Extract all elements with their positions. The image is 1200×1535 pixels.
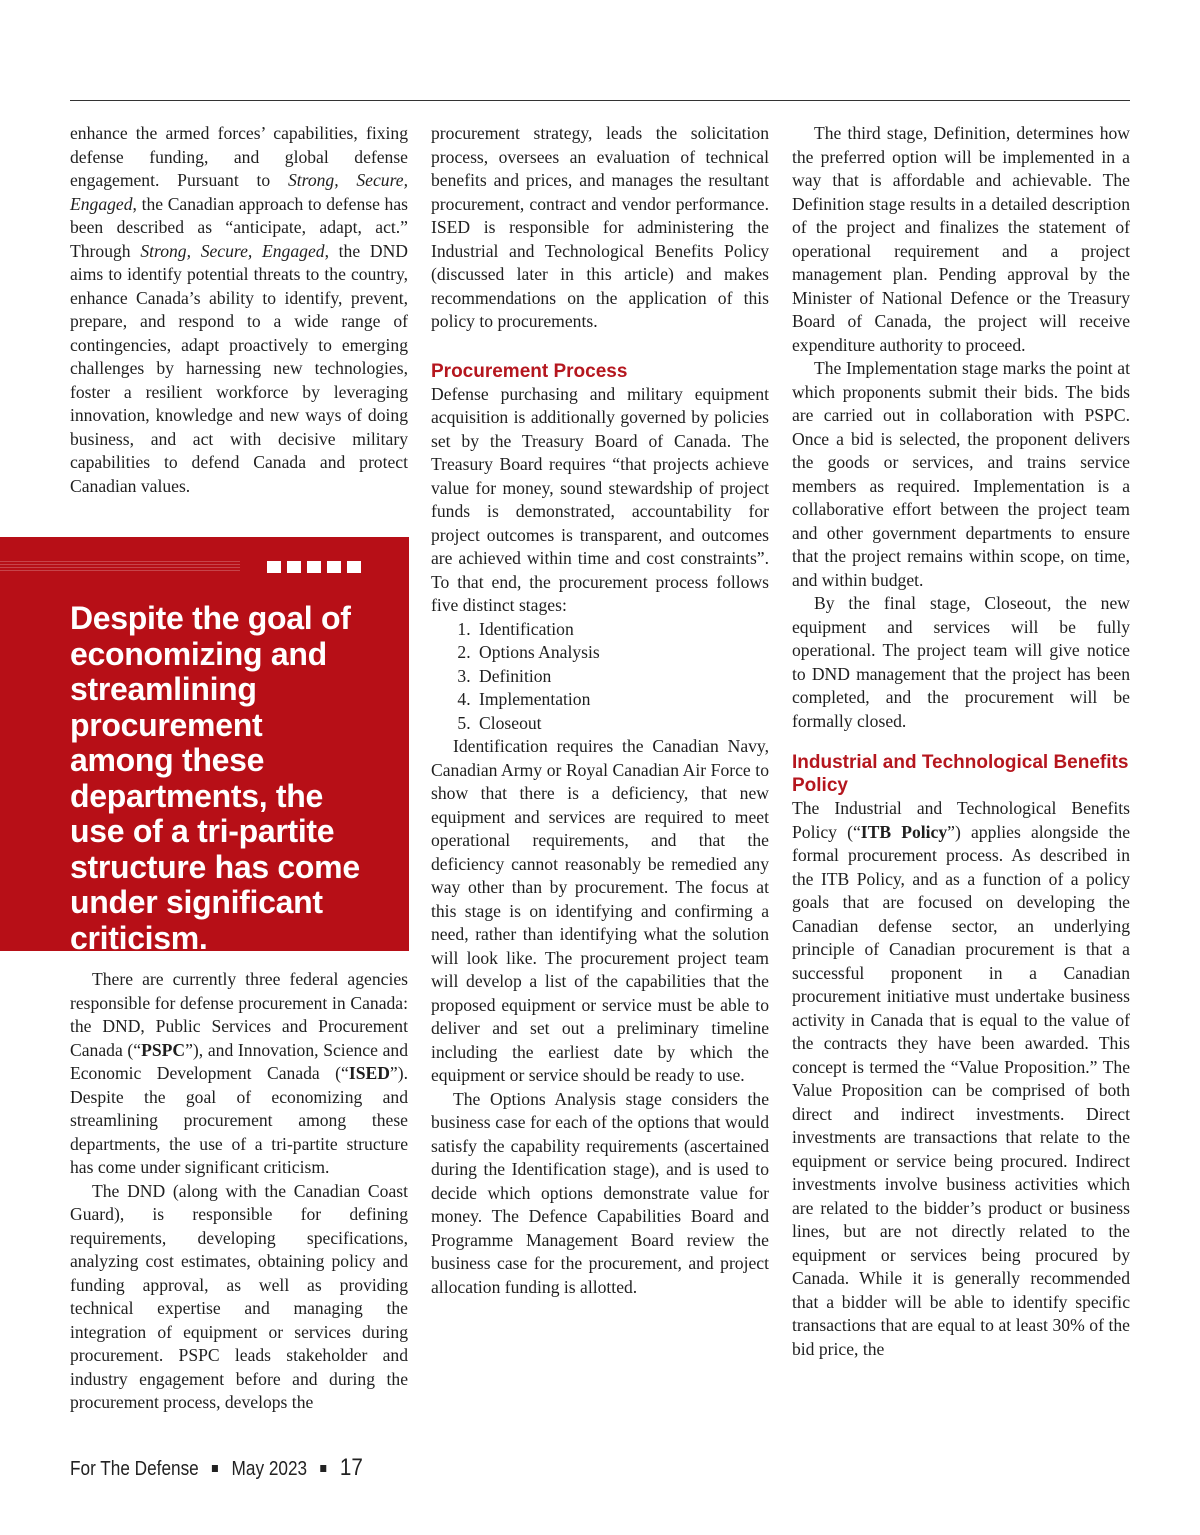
section-heading-itb-policy: Industrial and Technological Benefits Policy bbox=[792, 752, 1129, 796]
pull-quote-text: Despite the goal of economizing and streamlining procurement among these departments, the use of a tri-partite structure has come under significant criticism. bbox=[70, 600, 360, 956]
decorative-stripes bbox=[0, 561, 240, 573]
top-rule bbox=[70, 100, 1130, 101]
column-3 bbox=[792, 122, 1130, 1361]
col3-paragraph-4: The Industrial and Technological Benefits Policy (“ITB Policy”) applies alongside the formal procurement process. As described in the ITB Policy, and as a function of a policy goals that are focused on developing the Canadian defense sector, an underlying principle of Canadian procurement is that a successful proponent in a Canadian procurement initiative must undertake business activity in Canada that is equal to the value of the contracts they have been awarded. This concept is termed the “Value Proposition.” The Value Proposition can be comprised of both direct and indirect investments. Direct investments are transactions that relate to the equipment or service being procured. Indirect investments involve business activities which are related to the bidder’s product or business lines, but are not directly related to the equipment or services being procured by Canada. While it is generally recommended that a bidder will be able to identify specific transactions that are equal to at least 30% of the bid price, the bbox=[792, 798, 1131, 1359]
col3-paragraph-3: By the final stage, Closeout, the new equipment and services will be fully operational. The project team will give notice to DND management that the project has been completed, and the procurement will be formally closed. bbox=[792, 593, 1130, 731]
col3-paragraph-1: The third stage, Definition, determines how the preferred option will be implemented in a way that is affordable and achievable. The Definition stage results in a detailed description of the project and finalizes the statement of operational requirement and a project management plan. Pending approval by the Minister of National Defence or the Treasury Board of Canada, the project will receive expenditure authority to proceed. bbox=[792, 123, 1130, 355]
col2-paragraph-3: Identification requires the Canadian Navy, Canadian Army or Royal Canadian Air Force to show that there is a deficiency, that new equipment and services are required to meet operational requirements, and that the deficiency cannot reasonably be remedied any way other than by procurement. The focus at this stage is on identifying and confirming a need, rather than identifying what the solution will look like. The procurement project team will develop a list of the capabilities that the proposed equipment or service must be able to deliver and set out a preliminary timeline including the earliest date by which the equipment or service should be ready to use. bbox=[431, 736, 769, 1085]
col3-paragraph-2: The Implementation stage marks the point at which proponents submit their bids. The bids are carried out in collaboration with PSPC. Once a bid is selected, the proponent delivers the goods or services, and trains service members as required. Implementation is a collaborative effort between the project team and other government departments to ensure that the project remains within scope, on time, and within budget. bbox=[792, 358, 1130, 590]
col2-paragraph-1: procurement strategy, leads the solicitation process, oversees an evaluation of technical benefits and prices, and manages the resultant procurement, contract and vendor performance. ISED is responsible for administering the Industrial and Technological Benefits Policy (discussed later in this article) and makes recommendations on the application of this policy to procurements. bbox=[431, 123, 769, 331]
bullet-separator-icon bbox=[320, 1465, 326, 1472]
list-item: 1. Identification bbox=[475, 618, 769, 642]
page-footer bbox=[70, 1454, 363, 1482]
col1-continued bbox=[70, 968, 408, 1415]
pull-quote-box bbox=[0, 537, 409, 956]
bullet-separator-icon bbox=[212, 1465, 218, 1472]
section-heading-procurement-process: Procurement Process bbox=[431, 360, 628, 382]
stages-list bbox=[431, 618, 769, 736]
page-number: 17 bbox=[339, 1454, 363, 1481]
col2-paragraph-4: The Options Analysis stage considers the business case for each of the options that would satisfy the capability requirements (ascertained during the Identification stage), and is used to decide which options demonstrate value for money. The Defence Capabilities Board and Programme Management Board review the business case for the procurement, and project allocation funding is allotted. bbox=[431, 1088, 769, 1297]
list-item: 4. Implementation bbox=[475, 688, 769, 712]
issue-date: May 2023 bbox=[231, 1458, 308, 1480]
publication-name: For The Defense bbox=[70, 1458, 199, 1480]
column-2 bbox=[431, 122, 769, 1299]
col2-paragraph-2: Defense purchasing and military equipment acquisition is additionally governed by policies set by the Treasury Board of Canada. The Treasury Board requires “that projects achieve value for money, sound stewardship of project funds is demonstrated, accountability for project outcomes is transparent, and outcomes are achieved within time and cost constraints”. To that end, the procurement process follows five distinct stages: bbox=[431, 383, 769, 615]
decorative-squares-icon bbox=[267, 561, 361, 573]
col1-paragraph-3: The DND (along with the Canadian Coast Guard), is responsible for defining requirements, developing specifications, analyzing cost estimates, obtaining policy and funding approval, as well as providing technical expertise and managing the integration of equipment or services during procurement. PSPC leads stakeholder and industry engagement before and during the procurement process, develops the bbox=[70, 1180, 408, 1412]
list-item: 5. Closeout bbox=[475, 712, 769, 736]
list-item: 2. Options Analysis bbox=[475, 641, 769, 665]
col1-paragraph-1: enhance the armed forces’ capabilities, fixing defense funding, and global defense engagement. Pursuant to Strong, Secure, Engaged, the Canadian approach to defense has been described as “anticipate, adapt, act.” Through Strong, Secure, Engaged, the DND aims to identify potential threats to the country, enhance Canada’s ability to identify, prevent, prepare, and respond to a wide range of contingencies, adapt proactively to emerging challenges by harnessing new technologies, foster a resilient workforce by leveraging innovation, knowledge and new ways of doing business, and act with decisive military capabilities to defend Canada and protect Canadian values. bbox=[70, 123, 408, 496]
list-item: 3. Definition bbox=[475, 665, 769, 689]
col1-paragraph-2: There are currently three federal agencies responsible for defense procurement in Canada: the DND, Public Services and Procurement Canada (“PSPC”), and Innovation, Science and Economic Development Canada (“ISED”). Despite the goal of economizing and streamlining procurement among these departments, the use of a tri-partite structure has come under significant criticism. bbox=[70, 969, 409, 1177]
